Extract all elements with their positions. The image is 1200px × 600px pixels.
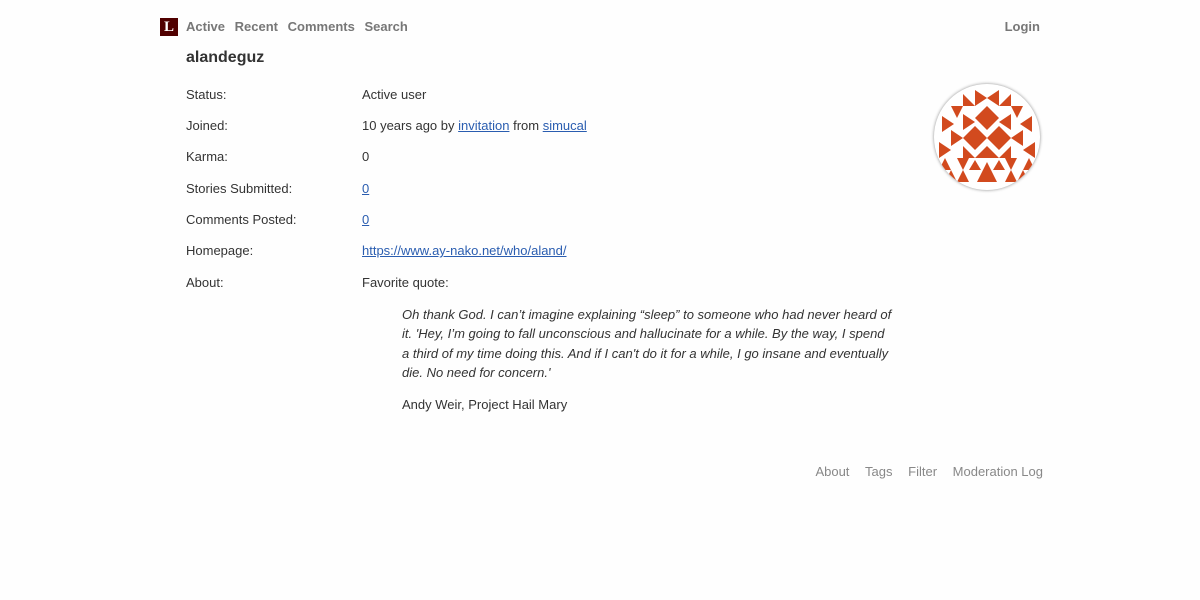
comments-count-link[interactable]: 0 [362, 212, 370, 227]
footer-filter[interactable]: Filter [908, 464, 938, 479]
avatar-image [934, 84, 1040, 190]
comments-label: Comments Posted: [186, 212, 297, 227]
footer-links [803, 464, 1043, 479]
joined-value [362, 118, 587, 133]
nav-search[interactable]: Search [364, 19, 408, 34]
joined-prefix: 10 years ago by [362, 118, 455, 133]
top-nav [160, 17, 1040, 37]
profile-username: alandeguz [186, 49, 265, 66]
inviter-link[interactable]: simucal [542, 118, 587, 133]
homepage-link[interactable]: https://www.ay-nako.net/who/aland/ [362, 243, 567, 258]
invitation-link[interactable]: invitation [458, 118, 510, 133]
about-quote: Oh thank God. I can’t imagine explaining “sleep” to someone who had never heard of it. 'Hey, I’m going to fall unconscious and hallucinate for a while. By the way, I spend a third of my time doing this. And if I can't do it for a while, I go insane and eventually die. No need for concern.' [402, 307, 892, 380]
quote-attribution: Andy Weir, Project Hail Mary [402, 397, 568, 412]
site-logo[interactable]: L [160, 18, 178, 36]
karma-label: Karma: [186, 149, 228, 164]
login-link[interactable]: Login [1004, 19, 1040, 34]
stories-label: Stories Submitted: [186, 181, 293, 196]
joined-from: from [513, 118, 540, 133]
footer-tags[interactable]: Tags [865, 464, 893, 479]
nav-recent[interactable]: Recent [234, 19, 279, 34]
footer-about[interactable]: About [815, 464, 850, 479]
about-label: About: [186, 275, 224, 290]
about-intro: Favorite quote: [362, 275, 449, 290]
status-value: Active user [362, 87, 427, 102]
avatar [934, 84, 1040, 190]
stories-count-link[interactable]: 0 [362, 181, 370, 196]
nav-comments[interactable]: Comments [287, 19, 355, 34]
homepage-label: Homepage: [186, 243, 254, 258]
nav-active[interactable]: Active [186, 19, 226, 34]
status-label: Status: [186, 87, 227, 102]
footer-moderation-log[interactable]: Moderation Log [952, 464, 1043, 479]
karma-value: 0 [362, 149, 370, 164]
joined-label: Joined: [186, 118, 228, 133]
nav-links [186, 19, 414, 34]
